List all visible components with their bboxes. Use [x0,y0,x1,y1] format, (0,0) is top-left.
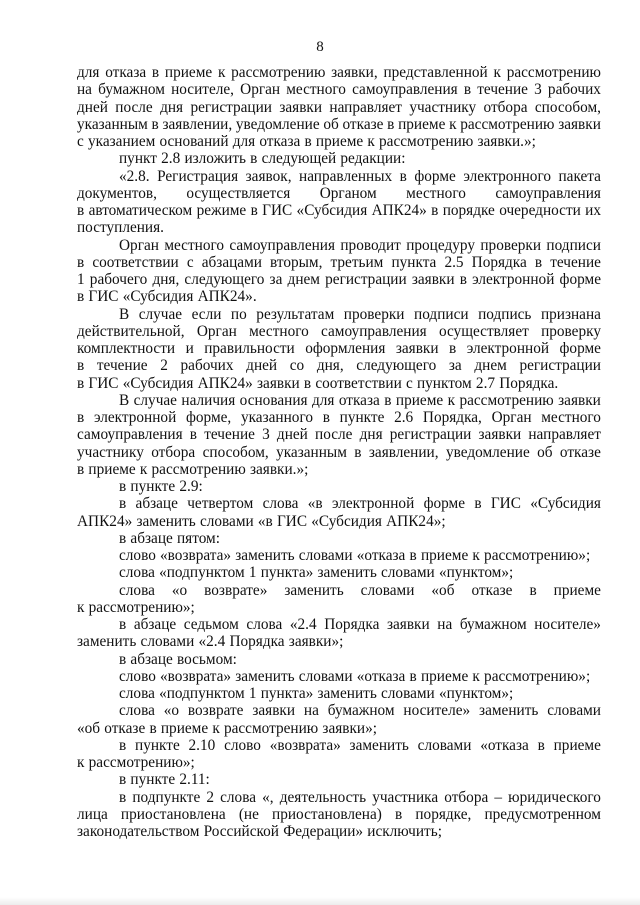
text-line: «2.8. Регистрация заявок, направленных в форме электронного пакета [119,167,601,185]
text-line: законодательством Российской Федерации» исключить; [77,823,442,840]
text-line: пункт 2.8 изложить в следующей редакции: [119,150,406,168]
text-line: в абзаце пятом: [119,529,220,547]
text-line: поступления. [77,219,164,237]
text-line: к рассмотрению»; [77,598,195,616]
scan-edge [0,897,640,905]
text-line: в пункте 2.10 слово «возврата» заменить словами «отказа в приеме [119,736,601,754]
text-line: действительной, Орган местного самоуправления осуществляет проверку [77,322,601,340]
text-line: Орган местного самоуправления проводит процедуру проверки подписи [119,236,601,254]
text-line: слова «подпунктом 1 пункта» заменить словами «пунктом»; [119,564,514,582]
text-line: слово «возврата» заменить словами «отказа в приеме к рассмотрению»; [119,547,591,564]
text-line: в абзаце седьмом слова «2.4 Порядка заявки на бумажном носителе» [119,616,601,633]
paragraph [77,64,601,150]
text-line: участнику отбора способом, указанным в заявлении, уведомление об отказе [77,443,601,461]
text-line: в абзаце восьмом: [119,650,237,668]
text-line: слово «возврата» заменить словами «отказа в приеме к рассмотрению»; [119,667,591,685]
paragraph [77,702,601,737]
text-line: к рассмотрению»; [77,754,195,771]
paragraph [77,789,601,841]
paragraph [77,237,601,306]
text-line: в течение 2 рабочих дней со дня, следующего за днем регистрации [77,357,601,375]
text-line: самоуправления в течение 3 дней после дня регистрации заявки направляет [77,426,601,444]
text-line: АПК24» заменить словами «в ГИС «Субсидия АПК24»; [77,512,446,530]
paragraph [77,771,601,788]
paragraph [77,478,601,495]
paragraph [77,616,601,651]
text-line: 1 рабочего дня, следующего за днем регистрации заявки в электронной форме [77,271,601,288]
text-line: документов, осуществляется Органом местного самоуправления [77,184,601,202]
paragraph [77,168,601,237]
text-line: в электронной форме, указанного в пункте 2.6 Порядка, Орган местного [77,409,601,426]
text-line: слова «подпунктом 1 пункта» заменить словами «пунктом»; [119,685,514,702]
text-line: в ГИС «Субсидия АПК24» заявки в соответствии с пунктом 2.7 Порядка. [77,374,559,392]
page-number: 8 [316,39,324,55]
text-line: на бумажном носителе, Орган местного самоуправления в течение 3 рабочих [77,81,601,99]
text-line: в подпункте 2 слова «, деятельность участника отбора – юридического [119,788,601,806]
text-line: для отказа в приеме к рассмотрению заявки, представленной к рассмотрению [77,64,601,81]
paragraph [77,685,601,702]
text-line: В случае наличия основания для отказа в приеме к рассмотрению заявки [119,391,601,409]
paragraph [77,582,601,617]
paragraph [77,530,601,547]
text-line: в соответствии с абзацами вторым, третьим пункта 2.5 Порядка в течение [77,253,601,271]
text-line: дней после дня регистрации заявки направляет участнику отбора способом, [77,98,601,116]
text-line: в автоматическом режиме в ГИС «Субсидия АПК24» в порядке очередности их [77,202,601,219]
paragraph [77,651,601,668]
document-body [77,64,601,840]
text-line: слова «о возврате» заменить словами «об отказе в приеме [119,581,601,599]
text-line: с указанием оснований для отказа в приеме к рассмотрению заявки.»; [77,133,536,150]
text-line: комплектности и правильности оформления заявки в электронной форме [77,340,601,357]
paragraph [77,737,601,772]
paragraph [77,668,601,685]
paragraph [77,564,601,581]
text-line: в пункте 2.11: [119,771,210,789]
text-line: в ГИС «Субсидия АПК24». [77,288,257,306]
text-line: в пункте 2.9: [119,478,203,495]
text-line: «об отказе в приеме к рассмотрению заявки»; [77,719,378,737]
text-line: слова «о возврате заявки на бумажном носителе» заменить словами [119,702,601,720]
text-line: в приеме к рассмотрению заявки.»; [77,460,309,478]
text-line: указанным в заявлении, уведомление об отказе в приеме к рассмотрению заявки [77,115,601,133]
paragraph [77,495,601,530]
text-line: В случае если по результатам проверки подписи подпись признана [119,305,601,323]
paragraph [77,150,601,167]
text-line: заменить словами «2.4 Порядка заявки»; [77,633,344,651]
paragraph [77,392,601,478]
text-line: в абзаце четвертом слова «в электронной форме в ГИС «Субсидия [119,495,601,513]
paragraph [77,547,601,564]
text-line: лица приостановлена (не приостановлена) в порядке, предусмотренном [77,805,601,823]
paragraph [77,306,601,392]
